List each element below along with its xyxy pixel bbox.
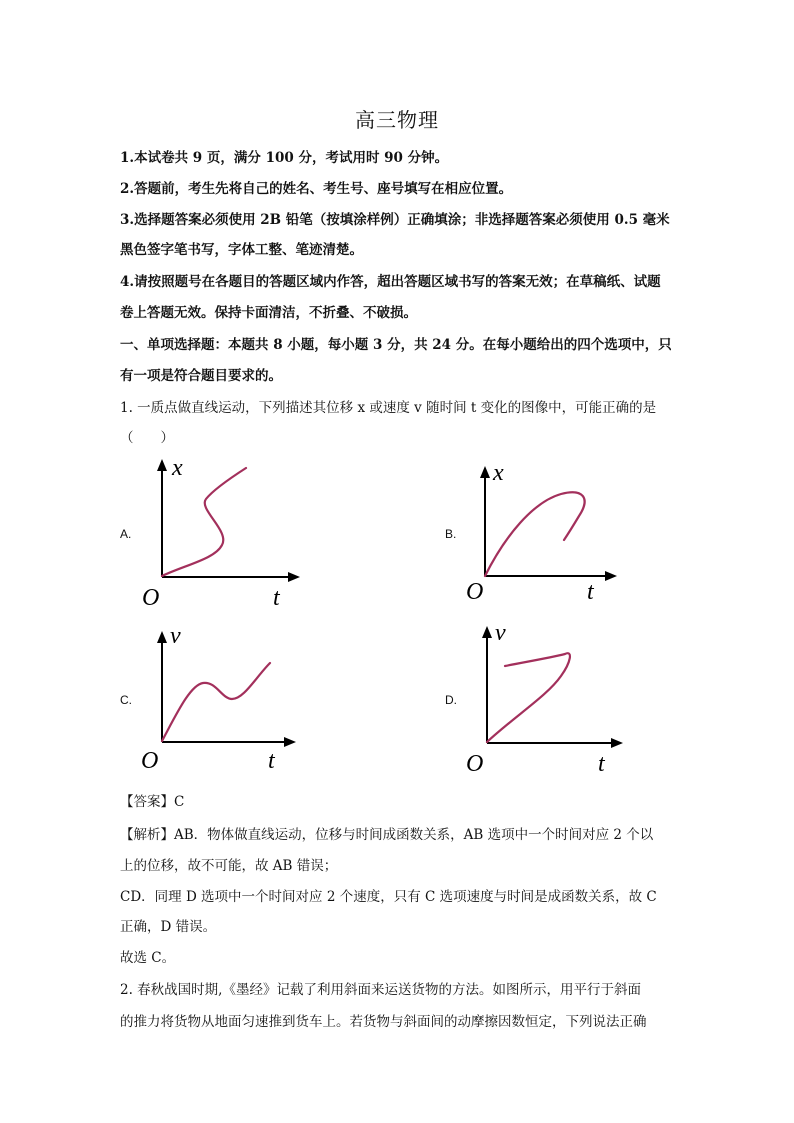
y-axis-label: v	[170, 623, 181, 649]
question-stem: 1. 一质点做直线运动，下列描述其位移 x 或速度 v 随时间 t 变化的图像中，可能正确的是	[120, 400, 657, 416]
x-axis-label: t	[587, 579, 594, 605]
analysis-line: 故选 C。	[120, 950, 176, 966]
y-axis-arrow	[157, 459, 167, 471]
origin-label: O	[466, 751, 484, 777]
analysis-line: CD．同理 D 选项中一个时间对应 2 个速度，只有 C 选项速度与时间是成函数关系，故 C	[120, 889, 657, 905]
answer-label: 【答案】	[120, 794, 174, 810]
option-letter-c: C.	[120, 693, 132, 707]
curve-d	[487, 653, 570, 742]
instruction-line: 4.请按照题号在各题目的答题区域内作答，超出答题区域书写的答案无效；在草稿纸、试题	[120, 274, 661, 290]
analysis-line: 正确，D 错误。	[120, 919, 217, 935]
graph-c	[140, 625, 315, 780]
graph-a	[140, 455, 315, 615]
origin-label: O	[466, 579, 484, 605]
origin-label: O	[141, 748, 159, 774]
section-heading: 一、单项选择题：本题共 8 小题，每小题 3 分，共 24 分。在每小题给出的四个选项中，只	[120, 337, 672, 353]
analysis-line: 上的位移，故不可能，故 AB 错误；	[120, 858, 338, 874]
y-axis-arrow	[480, 466, 490, 478]
x-axis-arrow	[284, 737, 296, 747]
option-letter-b: B.	[445, 527, 457, 541]
instruction-line: 3.选择题答案必须使用 2B 铅笔（按填涂样例）正确填涂；非选择题答案必须使用 0.5 毫米	[120, 212, 670, 228]
x-axis-label: t	[273, 585, 280, 611]
x-axis-label: t	[268, 748, 275, 774]
answer-line	[120, 790, 184, 810]
x-axis-arrow	[605, 571, 617, 581]
x-axis-arrow	[288, 572, 300, 582]
answer-bracket: （ ）	[120, 430, 174, 446]
y-axis-label: x	[493, 460, 504, 486]
graph-d	[465, 620, 640, 780]
y-axis-label: x	[172, 455, 183, 481]
analysis-label: 【解析】	[120, 827, 174, 843]
answer-value: C	[174, 794, 185, 810]
analysis-line	[120, 823, 653, 843]
curve-c	[162, 663, 270, 741]
x-axis-arrow	[611, 738, 623, 748]
curve-a	[162, 468, 246, 576]
instruction-line: 1.本试卷共 9 页，满分 100 分，考试用时 90 分钟。	[120, 150, 449, 166]
section-heading: 有一项是符合题目要求的。	[120, 368, 282, 384]
option-letter-a: A.	[120, 527, 132, 541]
curve-b	[485, 492, 585, 576]
origin-label: O	[142, 585, 160, 611]
page-title: 高三物理	[355, 108, 439, 132]
x-axis-label: t	[598, 751, 605, 777]
option-letter-d: D.	[445, 693, 457, 707]
instruction-line: 黑色签字笔书写，字体工整、笔迹清楚。	[120, 242, 363, 258]
instruction-line: 卷上答题无效。保持卡面清洁，不折叠、不破损。	[120, 305, 417, 321]
instruction-line: 2.答题前，考生先将自己的姓名、考生号、座号填写在相应位置。	[120, 181, 513, 197]
question2-line: 2. 春秋战国时期,《墨经》记载了利用斜面来运送货物的方法。如图所示，用平行于斜面	[120, 982, 641, 998]
y-axis-label: v	[495, 620, 506, 646]
question2-line: 的推力将货物从地面匀速推到货车上。若货物与斜面间的动摩擦因数恒定，下列说法正确	[120, 1014, 647, 1030]
y-axis-arrow	[482, 626, 492, 638]
graph-b	[465, 458, 640, 618]
analysis-text: AB．物体做直线运动，位移与时间成函数关系，AB 选项中一个时间对应 2 个以	[174, 827, 654, 843]
y-axis-arrow	[157, 631, 167, 643]
